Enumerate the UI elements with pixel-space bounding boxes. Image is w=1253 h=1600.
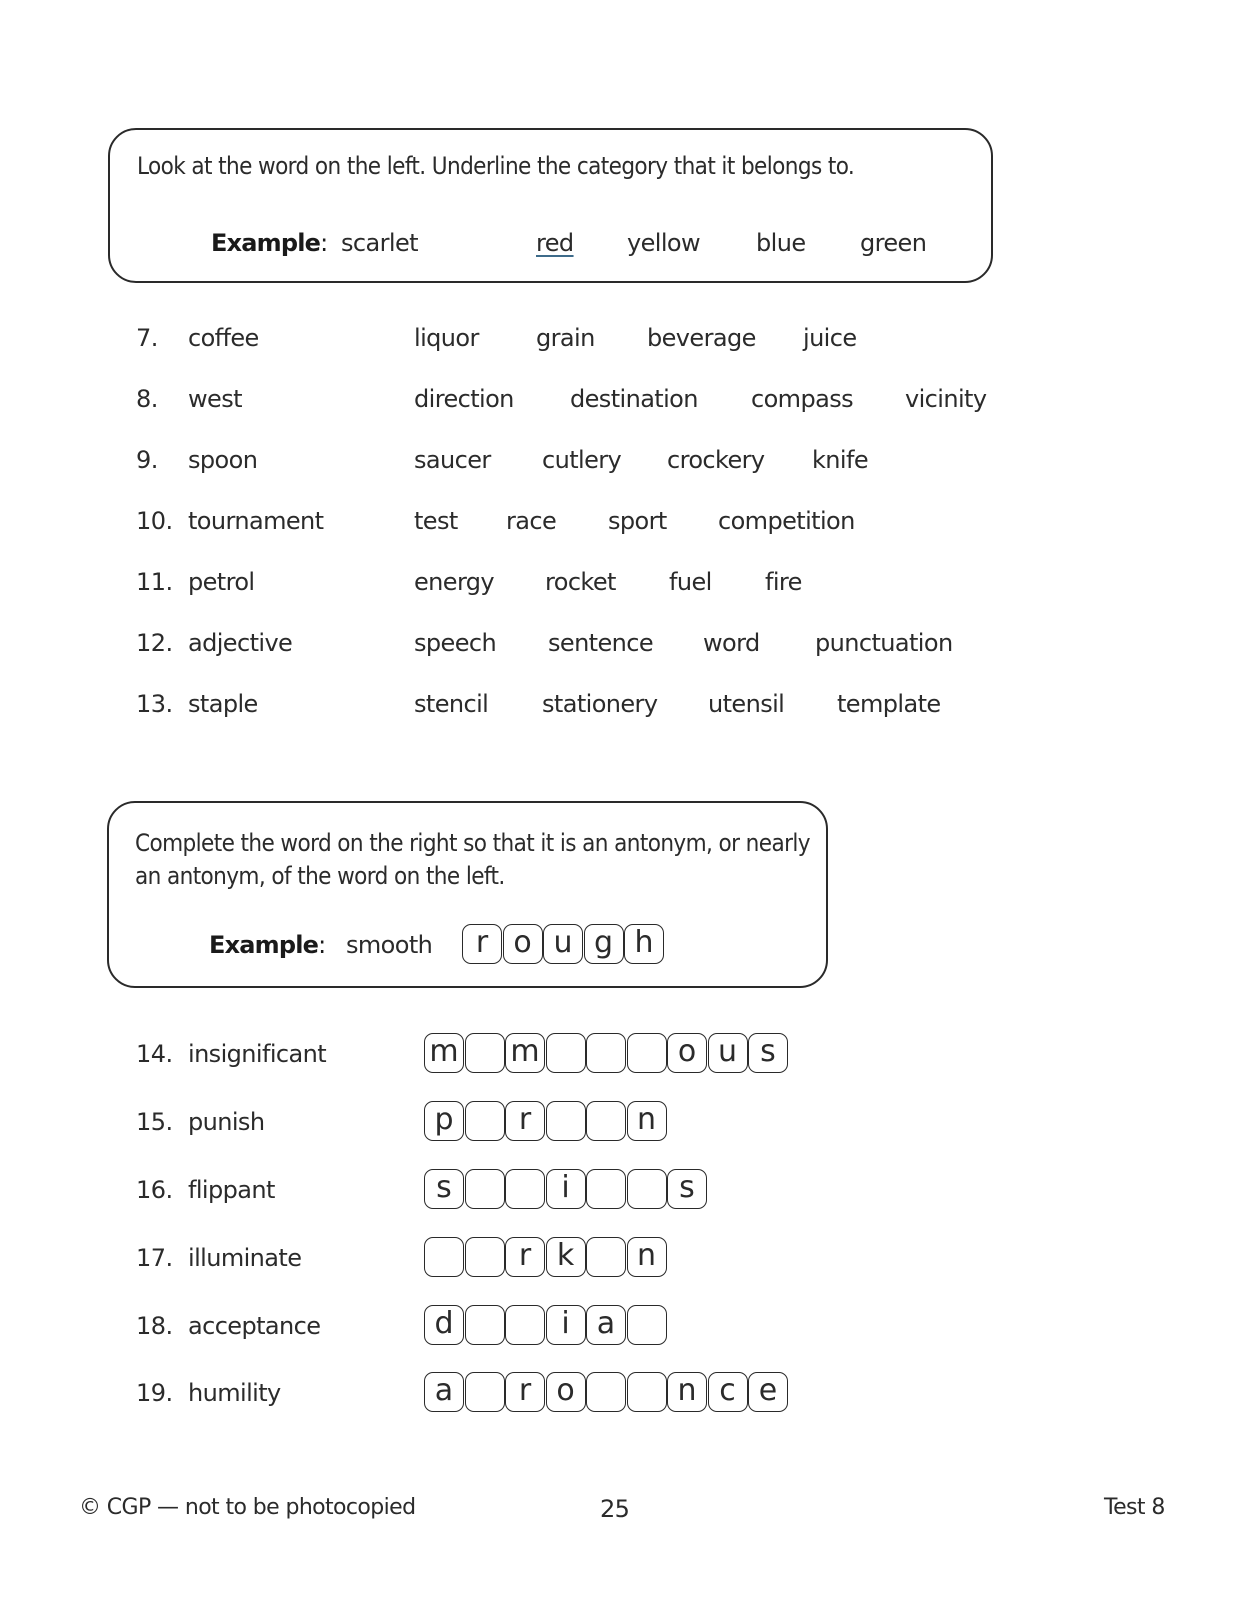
question-number: 19.: [136, 1379, 173, 1407]
question-word: adjective: [188, 629, 293, 657]
category-option[interactable]: race: [506, 507, 557, 535]
given-letter-box: i: [546, 1305, 586, 1345]
example-colon: :: [320, 229, 328, 257]
question-number: 18.: [136, 1312, 173, 1340]
example-option: green: [860, 229, 927, 257]
question-number: 9.: [136, 446, 158, 474]
given-letter-box: s: [667, 1169, 707, 1209]
category-option[interactable]: juice: [803, 324, 857, 352]
empty-letter-box[interactable]: [505, 1305, 545, 1345]
category-option[interactable]: compass: [751, 385, 854, 413]
empty-letter-box[interactable]: [546, 1033, 586, 1073]
given-letter-box: n: [627, 1101, 667, 1141]
given-letter-box: e: [748, 1372, 788, 1412]
category-question-row: [0, 385, 1253, 425]
category-option[interactable]: stencil: [414, 690, 489, 718]
category-option[interactable]: grain: [536, 324, 595, 352]
category-option[interactable]: utensil: [708, 690, 785, 718]
antonym-question-row: [0, 1237, 1253, 1277]
category-option[interactable]: vicinity: [905, 385, 987, 413]
empty-letter-box[interactable]: [465, 1237, 505, 1277]
question-number: 10.: [136, 507, 173, 535]
given-letter-box: c: [708, 1372, 748, 1412]
category-option[interactable]: liquor: [414, 324, 479, 352]
letter-boxes: [424, 1237, 667, 1277]
given-letter-box: o: [667, 1033, 707, 1073]
category-question-row: [0, 446, 1253, 486]
question-number: 11.: [136, 568, 173, 596]
category-instruction-box: [108, 128, 993, 283]
given-letter-box: i: [546, 1169, 586, 1209]
question-number: 14.: [136, 1040, 173, 1068]
antonym-question-row: [0, 1033, 1253, 1073]
question-number: 12.: [136, 629, 173, 657]
given-letter-box: r: [505, 1101, 545, 1141]
question-word: spoon: [188, 446, 258, 474]
example-letter-box: g: [584, 924, 624, 964]
question-word: coffee: [188, 324, 259, 352]
empty-letter-box[interactable]: [627, 1305, 667, 1345]
category-option[interactable]: direction: [414, 385, 514, 413]
category-option[interactable]: competition: [718, 507, 855, 535]
category-instruction-text: Look at the word on the left. Underline the category that it belongs to.: [137, 152, 855, 180]
example-letter-box: h: [624, 924, 664, 964]
empty-letter-box[interactable]: [627, 1372, 667, 1412]
empty-letter-box[interactable]: [546, 1101, 586, 1141]
category-option[interactable]: fuel: [669, 568, 712, 596]
empty-letter-box[interactable]: [465, 1372, 505, 1412]
question-word: staple: [188, 690, 258, 718]
question-number: 16.: [136, 1176, 173, 1204]
test-label: Test 8: [1104, 1495, 1165, 1520]
question-number: 15.: [136, 1108, 173, 1136]
empty-letter-box[interactable]: [586, 1237, 626, 1277]
letter-boxes: [424, 1033, 789, 1073]
empty-letter-box[interactable]: [465, 1033, 505, 1073]
given-letter-box: m: [424, 1033, 464, 1073]
given-letter-box: n: [627, 1237, 667, 1277]
empty-letter-box[interactable]: [627, 1033, 667, 1073]
antonym-instruction-box: [107, 801, 828, 988]
given-letter-box: r: [505, 1237, 545, 1277]
given-letter-box: p: [424, 1101, 464, 1141]
given-letter-box: r: [505, 1372, 545, 1412]
category-option[interactable]: stationery: [542, 690, 658, 718]
category-option[interactable]: sport: [608, 507, 667, 535]
category-option[interactable]: word: [703, 629, 760, 657]
given-letter-box: a: [424, 1372, 464, 1412]
question-word: petrol: [188, 568, 255, 596]
question-number: 7.: [136, 324, 158, 352]
given-letter-box: s: [748, 1033, 788, 1073]
example-label: [211, 229, 327, 257]
category-option[interactable]: cutlery: [542, 446, 622, 474]
category-question-row: [0, 324, 1253, 364]
example-letter-box: o: [503, 924, 543, 964]
category-option[interactable]: saucer: [414, 446, 491, 474]
empty-letter-box[interactable]: [586, 1372, 626, 1412]
example-letter-box: r: [462, 924, 502, 964]
empty-letter-box[interactable]: [424, 1237, 464, 1277]
category-option[interactable]: crockery: [667, 446, 765, 474]
antonym-question-row: [0, 1101, 1253, 1141]
empty-letter-box[interactable]: [586, 1033, 626, 1073]
letter-boxes: [424, 1101, 667, 1141]
empty-letter-box[interactable]: [627, 1169, 667, 1209]
category-option[interactable]: speech: [414, 629, 497, 657]
empty-letter-box[interactable]: [586, 1169, 626, 1209]
given-letter-box: u: [708, 1033, 748, 1073]
letter-boxes: [424, 1169, 708, 1209]
question-number: 13.: [136, 690, 173, 718]
antonym-question-row: [0, 1372, 1253, 1412]
example-option-underlined: red: [536, 229, 574, 257]
question-word: west: [188, 385, 242, 413]
question-word: punish: [188, 1108, 265, 1136]
question-number: 8.: [136, 385, 158, 413]
question-word: illuminate: [188, 1244, 302, 1272]
empty-letter-box[interactable]: [465, 1101, 505, 1141]
letter-boxes: [424, 1305, 667, 1345]
example-word: scarlet: [341, 229, 418, 257]
antonym-question-row: [0, 1305, 1253, 1345]
example-option: yellow: [627, 229, 701, 257]
empty-letter-box[interactable]: [465, 1169, 505, 1209]
antonym-question-row: [0, 1169, 1253, 1209]
example-letter-box: u: [543, 924, 583, 964]
category-question-row: [0, 690, 1253, 730]
example-label: [209, 931, 325, 959]
example-option: blue: [756, 229, 806, 257]
example-colon: :: [318, 931, 326, 959]
example-word: smooth: [346, 931, 433, 959]
category-question-row: [0, 568, 1253, 608]
given-letter-box: s: [424, 1169, 464, 1209]
example-label-text: Example: [211, 229, 321, 257]
category-option[interactable]: beverage: [647, 324, 756, 352]
category-question-row: [0, 629, 1253, 669]
given-letter-box: d: [424, 1305, 464, 1345]
given-letter-box: m: [505, 1033, 545, 1073]
question-number: 17.: [136, 1244, 173, 1272]
category-option[interactable]: sentence: [548, 629, 654, 657]
question-word: flippant: [188, 1176, 275, 1204]
example-letter-boxes: [462, 924, 665, 964]
category-option[interactable]: destination: [570, 385, 698, 413]
category-question-row: [0, 507, 1253, 547]
given-letter-box: o: [546, 1372, 586, 1412]
page-number: 25: [600, 1495, 630, 1523]
given-letter-box: a: [586, 1305, 626, 1345]
letter-boxes: [424, 1372, 789, 1412]
category-option[interactable]: energy: [414, 568, 495, 596]
question-word: humility: [188, 1379, 281, 1407]
example-label-text: Example: [209, 931, 319, 959]
category-option[interactable]: knife: [812, 446, 868, 474]
category-option[interactable]: rocket: [545, 568, 616, 596]
category-option[interactable]: fire: [765, 568, 802, 596]
empty-letter-box[interactable]: [505, 1169, 545, 1209]
question-word: insignificant: [188, 1040, 327, 1068]
category-option[interactable]: test: [414, 507, 458, 535]
empty-letter-box[interactable]: [465, 1305, 505, 1345]
question-word: tournament: [188, 507, 324, 535]
given-letter-box: k: [546, 1237, 586, 1277]
empty-letter-box[interactable]: [586, 1101, 626, 1141]
copyright-notice: © CGP — not to be photocopied: [79, 1495, 416, 1520]
question-word: acceptance: [188, 1312, 321, 1340]
category-option[interactable]: template: [837, 690, 941, 718]
category-option[interactable]: punctuation: [815, 629, 953, 657]
antonym-instruction-text: Complete the word on the right so that it is an antonym, or nearly an antonym, of the word on the left.: [135, 829, 810, 890]
given-letter-box: n: [667, 1372, 707, 1412]
